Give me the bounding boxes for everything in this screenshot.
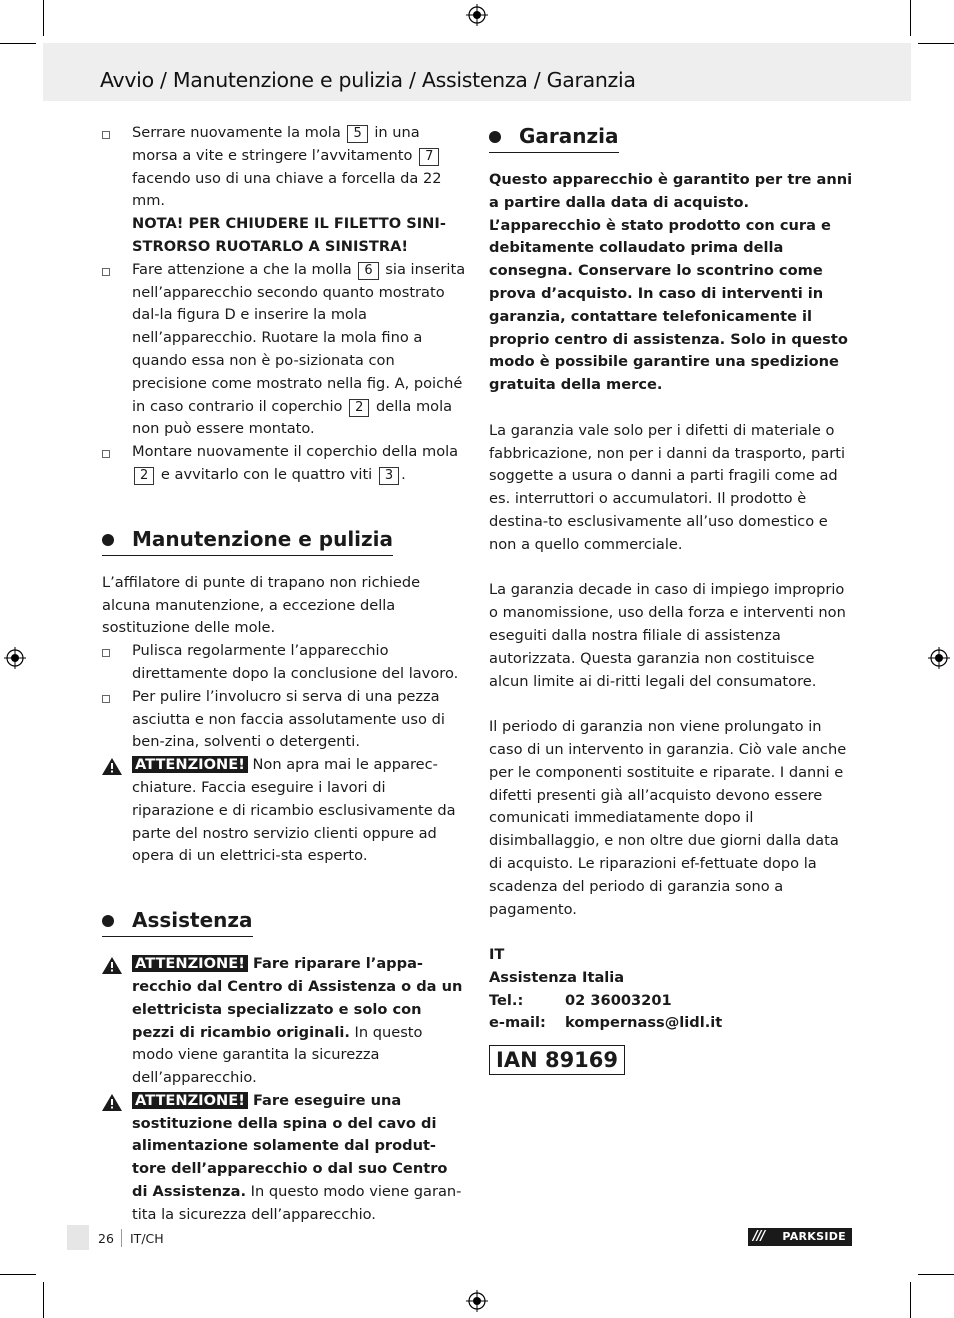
phone-row: Tel.: 02 36003201 (489, 990, 853, 1013)
warning-block: ATTENZIONE! Non apra mai le apparec-chiature. Faccia eseguire i lavori di riparazione e di ricambio esclusivamente da parte del nostro servizio clienti oppure ad opera di un elettrici-sta esperto. (102, 754, 466, 868)
crop-mark (918, 43, 954, 44)
part-number: 5 (347, 125, 367, 143)
bullet-dot-icon (102, 915, 114, 927)
email-row: e-mail: kompernass@lidl.it (489, 1012, 853, 1035)
section-heading-maintenance: Manutenzione e pulizia (102, 525, 466, 556)
part-number: 2 (349, 399, 369, 417)
part-number: 3 (379, 467, 399, 485)
checkbox-bullet-icon (102, 268, 110, 276)
attention-label: ATTENZIONE! (132, 756, 248, 773)
crop-mark (43, 1282, 44, 1318)
checkbox-bullet-icon (102, 131, 110, 139)
email-address: kompernass@lidl.it (565, 1014, 723, 1032)
page-number: 26 (98, 1231, 114, 1246)
checkbox-bullet-icon (102, 450, 110, 458)
crop-mark (910, 0, 911, 36)
registration-mark-icon (4, 647, 26, 669)
warranty-paragraph: La garanzia decade in caso di impiego improprio o manomissione, uso della forza e interventi non eseguiti dalla nostra filiale di assistenza autorizzata. Questa garanzia non costituisce alcun limite ai di-ritti legali del consumatore. (489, 581, 846, 690)
warning-triangle-icon (102, 758, 122, 775)
registration-mark-icon (466, 1290, 488, 1312)
section-heading-assistance: Assistenza (102, 906, 466, 937)
country-code: IT (489, 946, 505, 964)
list-item: Serrare nuovamente la mola 5 in una morsa a vite e stringere l’avvitamento 7 facendo uso di una chiave a forcella da 22 mm. NOTA! PER CHIUDERE IL FILETTO SINI-STRORSO RUOTARLO A SINISTRA! (102, 122, 466, 259)
attention-label: ATTENZIONE! (132, 955, 248, 972)
footer-divider (121, 1229, 122, 1247)
maintenance-intro: L’affilatore di punte di trapano non richiede alcuna manutenzione, a eccezione della sostituzione delle mole. (102, 573, 421, 637)
list-item: Per pulire l’involucro si serva di una pezza asciutta e non faccia assolutamente uso di ben-zina, solventi o detergenti. (102, 686, 466, 754)
left-column (102, 122, 466, 1227)
registration-mark-icon (466, 4, 488, 26)
crop-mark (43, 0, 44, 36)
warning-block: ATTENZIONE! Fare eseguire una sostituzione della spina o del cavo di alimentazione solamente dal produt-tore dell’apparecchio o dal suo Centro di Assistenza. In questo modo viene garan-tita la sicurezza dell’apparecchio. (102, 1090, 466, 1227)
list-item: Montare nuovamente il coperchio della mola 2 e avvitarlo con le quattro viti 3 . (102, 441, 466, 487)
bullet-dot-icon (489, 131, 501, 143)
footer-tab (67, 1225, 89, 1250)
parkside-logo: /// PARKSIDE (748, 1228, 852, 1246)
warranty-paragraph: Il periodo di garanzia non viene prolungato in caso di un intervento in garanzia. Ciò vale anche per le componenti sostituite e riparate. I danni e difetti presenti già all’acquisto devono essere comunicati immediatamente dopo il disimballaggio, e non oltre due giorni dalla data di acquisto. Le riparazioni ef-fettuate dopo la scadenza del periodo di garanzia sono a pagamento. (489, 718, 847, 918)
crop-mark (918, 1274, 954, 1275)
list-item: Fare attenzione a che la molla 6 sia inserita nell’apparecchio secondo quanto mostrato dal-la figura D e inserire la mola nell’apparecchio. Ruotare la mola fino a quando essa non è po-sizionata con precisione come mostrato nella fig. A, poiché in caso contrario il coperchio 2 della mola non può essere montato. (102, 259, 466, 441)
warning-block: ATTENZIONE! Fare riparare l’appa-recchio dal Centro di Assistenza o da un elettricista specializzato e solo con pezzi di ricambio originali. In questo modo viene garantita la sicurezza dell’apparecchio. (102, 953, 466, 1090)
right-column (489, 122, 853, 1075)
ian-number: IAN 89169 (489, 1045, 625, 1075)
list-item: Pulisca regolarmente l’apparecchio direttamente dopo la conclusione del lavoro. (102, 640, 466, 686)
section-heading-warranty: Garanzia (489, 122, 853, 153)
page-title: Avvio / Manutenzione e pulizia / Assistenza / Garanzia (100, 68, 636, 92)
phone-number: 02 36003201 (565, 991, 672, 1009)
warranty-intro: Questo apparecchio è garantito per tre anni a partire dalla data di acquisto. L’apparecchio è stato prodotto con cura e debitamente collaudato prima della consegna. Conservare lo scontrino come prova d’acquisto. In caso di interventi in garanzia, contattare telefonicamente il proprio centro di assistenza. Solo in questo modo è possibile garantire una spedizione gratuita della merce. (489, 171, 853, 394)
checkbox-bullet-icon (102, 649, 110, 657)
warning-triangle-icon (102, 957, 122, 974)
service-name: Assistenza Italia (489, 968, 625, 986)
bullet-dot-icon (102, 534, 114, 546)
language-code: IT/CH (130, 1231, 164, 1246)
attention-label: ATTENZIONE! (132, 1092, 248, 1109)
warning-triangle-icon (102, 1094, 122, 1111)
part-number: 7 (419, 148, 439, 166)
part-number: 2 (134, 467, 154, 485)
warranty-paragraph: La garanzia vale solo per i difetti di materiale o fabbricazione, non per i danni da trasporto, parti soggette a usura o danni a parti fragili come ad es. interruttori o accumulatori. Il prodotto è destina-to esclusivamente all’uso domestico e non a quello commerciale. (489, 421, 846, 553)
note-text: NOTA! PER CHIUDERE IL FILETTO SINI-STRORSO RUOTARLO A SINISTRA! (132, 215, 446, 255)
checkbox-bullet-icon (102, 695, 110, 703)
crop-mark (910, 1282, 911, 1318)
crop-mark (0, 1274, 36, 1275)
registration-mark-icon (928, 647, 950, 669)
crop-mark (0, 43, 36, 44)
part-number: 6 (358, 262, 378, 280)
